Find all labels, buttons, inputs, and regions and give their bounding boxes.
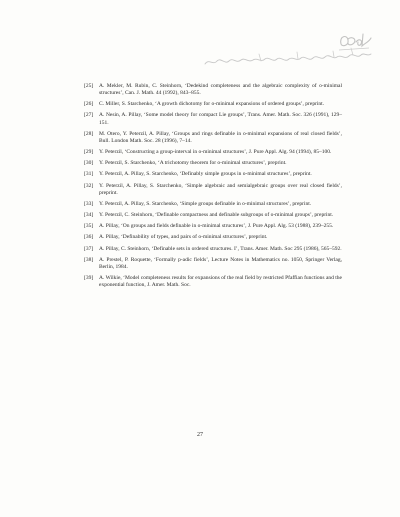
reference-item [84,212,342,219]
reference-item [84,246,342,253]
reference-text: A. Nesin, A. Pillay, ‘Some model theory for compact Lie groups’, Trans. Amer. Math. Soc. 326 (1991), 129–151. [99,112,342,126]
reference-item [84,83,342,97]
reference-number: [36] [84,234,94,241]
reference-item [84,171,342,178]
reference-number: [33] [84,200,94,207]
reference-item [84,275,342,289]
reference-item [84,201,342,208]
reference-number: [35] [84,223,94,230]
reference-text: Y. Peterzil, A. Pillay, S. Starchenko, ‘Simple groups definable in o-minimal structures’, preprint. [99,200,312,207]
reference-number: [34] [84,212,94,219]
reference-text: A. Prestel, P. Roquette, ‘Formally p-adic fields’, Lecture Notes in Mathematics no. 1050, Springer Verlag, Berlin, 1984. [99,256,342,270]
reference-number: [37] [84,245,94,252]
reference-item [84,112,342,126]
reference-item [84,234,342,241]
handwritten-note [201,30,376,74]
reference-item [84,257,342,271]
reference-item [84,223,342,230]
reference-item [84,183,342,197]
reference-number: [25] [84,83,94,89]
reference-number: [27] [84,112,94,119]
reference-text: Y. Peterzil, C. Steinhorn, ‘Definable compactness and definable subgroups of o-minimal groups’, preprint. [99,212,334,219]
reference-text: A. Mekler, M. Rubin, C. Steinhorn, ‘Dedekind completeness and the algebraic complexity of o-minimal structures’, Can. J. Math. 44 (1992), 843–855. [99,83,342,97]
reference-number: [30] [84,160,94,167]
reference-item [84,101,342,108]
page-number: 27 [197,432,203,438]
reference-text: A. Wilkie, ‘Model completeness results for expansions of the real field by restricted Pfaffian functions and the exponential function, J. Amer. Math. Soc. [99,275,342,289]
reference-text: Y. Peterzil, ‘Constructing a group-interval in o-minimal structures’, J. Pure Appl. Alg. 94 (1994), 85–100. [99,149,332,156]
reference-item [84,160,342,167]
reference-number: [29] [84,149,94,156]
reference-text: A. Pillay, ‘Definability of types, and pairs of o-minimal structures’, preprint. [99,234,268,241]
reference-number: [28] [84,130,94,137]
reference-number: [39] [84,275,94,282]
reference-item [84,131,342,145]
reference-text: M. Otero, Y. Peterzil, A. Pillay, ‘Groups and rings definable in o-minimal expansions of real closed fields’, Bull. London Math. Soc. 28 (1996), 7–14. [99,130,342,144]
reference-number: [38] [84,256,94,263]
reference-text: A. Pillay, ‘On groups and fields definable in o-minimal structures’, J. Pure Appl. Alg. 53 (1988), 239–255. [99,223,334,230]
reference-number: [32] [84,182,94,189]
reference-text: A. Pillay, C. Steinhorn, ‘Definable sets in ordered structures. I’, Trans. Amer. Math. Soc 295 (1986), 565–592. [99,245,342,252]
reference-text: Y. Peterzil, A. Pillay, S. Starchenko, ‘Simple algebraic and semialgebraic groups over real closed fields’, preprint. [99,182,342,196]
reference-item [84,149,342,156]
reference-text: Y. Peterzil, A. Pillay, S. Starchenko, ‘Definably simple groups in o-minimal structures’, preprint. [99,171,312,178]
reference-list [84,83,342,293]
reference-text: C. Miller, S. Starchenko, ‘A growth dichotomy for o-minimal expansions of ordered groups’, preprint. [99,101,325,108]
reference-number: [26] [84,101,94,108]
reference-number: [31] [84,171,94,178]
reference-text: Y. Peterzil, S. Starchenko, ‘A trichotomy theorem for o-minimal structures’, preprint. [99,160,287,167]
